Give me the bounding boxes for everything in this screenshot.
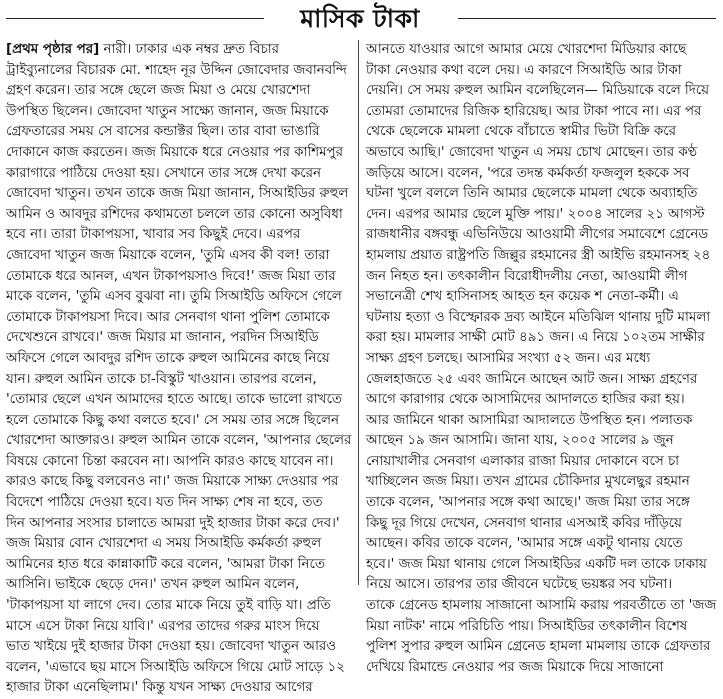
article-line: জন নিহত হন। তৎকালীন বিরোধীদলীয় নেতা, আওয়ামী লীগ	[366, 268, 688, 284]
article-line: বলেন, 'এভাবে ছয় মাসে সিআইডি অফিসে গিয়ে মোট সাড়ে ১২	[6, 659, 345, 675]
article-line: আমিন ও আবদুর রশিদের কথামতো চললে তার কোনো অসুবিধা	[6, 206, 343, 222]
article-line: তোমাকে টাকাপয়সা দিবে। আর সেনবাগ থানা পুলিশ তোমাকে	[6, 309, 330, 325]
article-line: মিয়া নাটক' নামে পরিচিতি পায়। সিআইডির তৎকালীন বিশেষ	[366, 618, 688, 634]
article-line: বিদেশে পাঠিয়ে দেওয়া হবে। যত দিন সাক্ষ্য শেষ না হবে, তত	[6, 495, 323, 511]
article-line: দেখিয়ে রিমান্ডে নেওয়ার পর জজ মিয়াকে দিয়ে সাজানো	[366, 659, 664, 675]
article-line: হবে না। তারা টাকাপয়সা, খাবার সব কিছুই দেবে। এরপর	[6, 227, 301, 243]
article-line: তাকে বলেন, 'আপনার সঙ্গে কথা আছে।' জজ মিয়া তার সঙ্গে	[366, 495, 690, 511]
article-line: আগে কারাগার থেকে আসামিদের আদালতে হাজির করা হয়।	[366, 392, 685, 408]
article-line	[6, 40, 350, 61]
header-rule-right	[458, 18, 716, 19]
article-line: আছেন। কবির তাকে বলেন, 'আমার সঙ্গে একটু থানায় যেতে	[366, 536, 683, 552]
article-line: গ্রেফতারের সময় সে বাসের কন্ডাক্টর ছিল। তার বাবা ভাঙারি	[6, 124, 320, 140]
article-line: হলে তোমাকে কিছু কথা বলতে হবে।' সে সময় তার সঙ্গে ছিলেন	[6, 412, 339, 428]
article-line: জোবেদা খাতুন জজ মিয়াকে বলেন, 'তুমি এসব কী বল! তারা	[6, 247, 330, 263]
article-line: রাজধানীর বঙ্গবন্ধু এভিনিউয়ে আওয়ামী লীগের সমাবেশে গ্রেনেড	[366, 227, 709, 243]
article-line: যান। রুহুল আমিন তাকে চা-বিস্কুট খাওয়ান। তারপর বলেন,	[6, 371, 317, 387]
article-line: সাক্ষ্য গ্রহণ চলছে। আসামির সংখ্যা ৫২ জন। এর মধ্যে	[366, 350, 651, 366]
article-line: কারও কাছে কিছু বলবেনও না।' জজ মিয়াকে সাক্ষ্য দেওয়ার পর	[6, 474, 339, 490]
article-line: হাজার টাকা এনেছিলাম।' কিন্তু যখন সাক্ষ্য দেওয়ার আগের	[6, 680, 313, 696]
article-line: খাচ্ছিলেন জজ মিয়া। তখন গ্রামের চৌকিদার মুখলেছুর রহমান	[366, 474, 690, 490]
headline: মাসিক টাকা	[300, 4, 420, 33]
article-line: সভানেত্রী শেখ হাসিনাসহ আহত হন কয়েক শ নেতা-কর্মী। এ	[366, 289, 679, 305]
article-line: ঘটনায় হত্যা ও বিস্ফোরক দ্রব্য আইনে মতিঝিল থানায় দুটি মামলা	[366, 309, 711, 325]
article-line: আর জামিনে থাকা আসামিরা আদালতে উপস্থিত হন। পলাতক	[366, 412, 693, 428]
article-line: তোমাকে ধরে আনল, এখন টাকাপয়সাও দিবে!' জজ মিয়া তার	[6, 268, 336, 284]
continued-from-label: [প্রথম পৃষ্ঠার পর]	[6, 42, 100, 57]
article-line: পুলিশ সুপার রুহুল আমিন গ্রেনেড হামলা মামলায় তাকে গ্রেফতার	[366, 639, 711, 655]
article-line: জজ মিয়ার বোন খোরশেদা এ সময় সিআইডি কর্মকর্তা রুহুল	[6, 536, 322, 552]
section-header	[0, 0, 723, 38]
article-line: তোমরা তোমাদের রিজিক হারিয়েছ। আর টাকা পাবে না। এর পর	[366, 103, 702, 119]
article-line: দোকানে কাজ করতেন। জজ মিয়াকে ধরে নেওয়ার পর কাশিমপুর	[6, 144, 343, 160]
article-line: জোবেদা খাতুন। তখন তাকে জজ মিয়া জানান, সিআইডির রুহুল	[6, 186, 349, 202]
article-line: দেয়নি। সে সময় রুহুল আমিন বলেছিলেন— মিডিয়াকে বলে দিয়ে	[366, 83, 710, 99]
article-line: খোরশেদা আক্তারও। রুহুল আমিন তাকে বলেন, 'আপনার ছেলের	[6, 433, 352, 449]
article-line: ভাত খাইয়ে দুই হাজার টাকা দেওয়া হয়। জোবেদা খাতুন আরও	[6, 639, 337, 655]
article-line: আসিনি। ভাইকে ছেড়ে দেন।' তখন রুহুল আমিন বলেন,	[6, 577, 300, 593]
article-line: হামলায় প্রয়াত রাষ্ট্রপতি জিল্লুর রহমানের স্ত্রী আইভি রহমানসহ ২৪	[366, 247, 711, 263]
article-line: থেকে ছেলেকে মামলা থেকে বাঁচাতে স্বামীর ভিটা বিক্রি করে	[366, 124, 676, 140]
header-rule-left	[6, 18, 264, 19]
article-line: মাকে বলেন, 'তুমি এসব বুঝবা না। তুমি সিআইডি অফিসে গেলে	[6, 289, 342, 305]
article-line: টাকা নেওয়ার কথা বলে দেয়। এ কারণে সিআইডি আর টাকা	[366, 62, 682, 78]
article-column-left	[6, 40, 352, 696]
column-divider	[358, 40, 359, 585]
article-line: অফিসে গেলে আবদুর রশিদ তাকে রুহুল আমিনের কাছে নিয়ে	[6, 350, 330, 366]
article-line: অভাবে আছি।' জোবেদা খাতুন এ সময় চোখ মোছেন। তার কণ্ঠ	[366, 144, 698, 160]
article-line: দিন আপনার সংসার চালাতে আমরা দুই হাজার টাকা করে দেব।'	[6, 515, 340, 531]
article-line: করা হয়। মামলার সাক্ষী মোট ৪৯১ জন। এ নিয়ে ১০২তম সাক্ষীর	[366, 330, 705, 346]
article-line: মাসে এসে টাকা নিয়ে যাবি।' এরপর তাদের গরুর মাংস দিয়ে	[6, 618, 320, 634]
article-line: তাকে গ্রেনেড হামলায় সাজানো আসামি করায় পরবর্তীতে তা 'জজ	[366, 598, 717, 614]
article-column-right	[366, 40, 717, 675]
article-line: হবে।' জজ মিয়া থানায় গেলে সিআইডির একটি দল তাকে ঢাকায়	[366, 556, 707, 572]
article-line: আনতে যাওয়ার আগে আমার মেয়ে খোরশেদা মিডিয়ার কাছে	[366, 42, 687, 57]
article-line: আমিনের হাত ধরে কান্নাকাটি করে বলেন, 'আমরা টাকা নিতে	[6, 556, 325, 572]
article-line: আছেন ১৯ জন আসামি। জানা যায়, ২০০৫ সালের ৯ জুন	[366, 433, 674, 449]
article-line: 'টাকাপয়সা যা লাগে দেব। তোর মাকে নিয়ে তুই বাড়ি যা। প্রতি	[6, 598, 331, 614]
article-line: উপস্থিত ছিলেন। জোবেদা খাতুন সাক্ষ্যে জানান, জজ মিয়াকে	[6, 103, 329, 119]
article-line: দেন। এরপর আমার ছেলে মুক্তি পায়।' ২০০৪ সালের ২১ আগস্ট	[366, 206, 705, 222]
article-line: গ্রহণ করেন। তার সঙ্গে ছেলে জজ মিয়া ও মেয়ে খোরশেদা	[6, 83, 311, 99]
article-line: 'তোমার ছেলে এখন আমাদের হাতে আছে। তাকে ভালো রাখতে	[6, 392, 342, 408]
article-line: কারাগারে পাঠিয়ে দেওয়া হয়। সেখানে তার সঙ্গে দেখা করেন	[6, 165, 321, 181]
article-line: দেখেশুনে রাখবে।' জজ মিয়ার মা জানান, পরদিন সিআইডি	[6, 330, 319, 346]
article-line: বিষয়ে কোনো চিন্তা করবেন না। আপনি কারও কাছে যাবেন না।	[6, 453, 334, 469]
article-line: নিয়ে আসে। তারপর তার জীবনে ঘটেছে ভয়ঙ্কর সব ঘটনা।	[366, 577, 673, 593]
article-line: নোয়াখালীর সেনবাগ এলাকার রাজা মিয়ার দোকানে বসে চা	[366, 453, 680, 469]
article-line-text: নারী। ঢাকার এক নম্বর দ্রুত বিচার	[99, 42, 280, 57]
article-line: ট্রাইব্যুনালের বিচারক মো. শাহেদ নূর উদ্দিন জোবেদার জবানবন্দি	[6, 62, 347, 78]
article-line: জেলহাজতে ২৫ এবং জামিনে আছেন আট জন। সাক্ষ্য গ্রহণের	[366, 371, 698, 387]
article-line: জড়িয়ে আসে। বলেন, 'পরে তদন্ত কর্মকর্তা ফজলুল হককে সব	[366, 165, 690, 181]
article-line: ঘটনা খুলে বললে তিনি আমার ছেলেকে মামলা থেকে অব্যাহতি	[366, 186, 698, 202]
article-line: কিছু দূর গিয়ে দেখেন, সেনবাগ থানার এসআই কবির দাঁড়িয়ে	[366, 515, 682, 531]
